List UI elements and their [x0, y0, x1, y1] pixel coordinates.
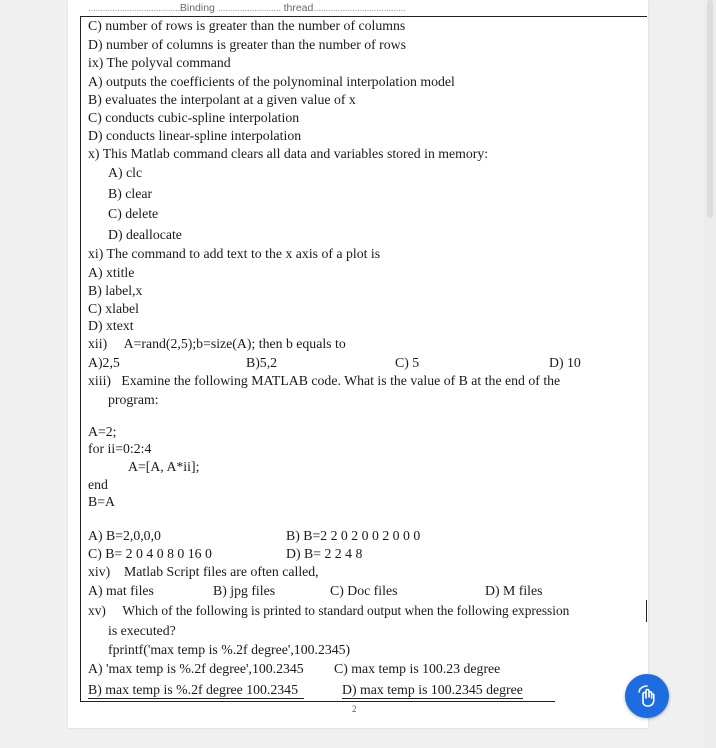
frame-right-border — [646, 600, 647, 622]
scrollbar-thumb[interactable] — [707, 0, 713, 218]
frame-top-border — [80, 16, 647, 17]
q10-question: x) This Matlab command clears all data and variables stored in memory: — [88, 146, 489, 161]
q10-option-c: C) delete — [108, 206, 159, 221]
q12-option-a: A)2,5 — [88, 355, 120, 370]
q15-option-c: C) max temp is 100.23 degree — [334, 661, 501, 676]
q12-option-d: D) 10 — [549, 355, 581, 370]
q9-question: ix) The polyval command — [88, 55, 231, 70]
q13-option-c: C) B= 2 0 4 0 8 0 16 0 — [88, 546, 212, 561]
q11-question: xi) The command to add text to the x axis of a plot is — [88, 246, 381, 261]
q15-option-d: D) max temp is 100.2345 degree — [342, 682, 523, 697]
frame-left-border — [80, 16, 81, 702]
page-header — [88, 2, 636, 16]
q11-option-d: D) xtext — [88, 318, 134, 333]
document-page — [68, 0, 648, 728]
q12-option-c: C) 5 — [395, 355, 420, 370]
gesture-fab-button[interactable] — [625, 674, 669, 718]
q14-question: xiv) Matlab Script files are often called, — [88, 564, 319, 579]
header-binding-label: Binding — [179, 2, 215, 14]
q10-option-a: A) clc — [108, 165, 143, 180]
header-dots-left: ...................................... — [88, 2, 180, 14]
q14-option-c: C) Doc files — [330, 583, 398, 598]
code-line-4: end — [88, 477, 108, 492]
page-number: 2 — [352, 704, 357, 714]
q15-question-cont: is executed? — [108, 623, 176, 638]
hand-swipe-icon — [634, 683, 660, 709]
q10-option-b: B) clear — [108, 186, 153, 201]
q10-option-d: D) deallocate — [108, 227, 182, 242]
code-line-2: for ii=0:2:4 — [88, 441, 152, 456]
q8-option-d: D) number of columns is greater than the number of rows — [88, 37, 407, 52]
code-line-5: B=A — [88, 494, 115, 509]
q13-option-b: B) B=2 2 0 2 0 0 2 0 0 0 — [286, 528, 421, 543]
q15-question: xv) Which of the following is printed to standard output when the following expression — [88, 603, 570, 618]
q9-option-d: D) conducts linear-spline interpolation — [88, 128, 302, 143]
q12-option-b: B)5,2 — [246, 355, 278, 370]
q14-option-a: A) mat files — [88, 583, 154, 598]
q12-question: xii) A=rand(2,5);b=size(A); then b equals to — [88, 336, 346, 351]
q15-option-a: A) 'max temp is %.2f degree',100.2345 — [88, 661, 304, 676]
header-dots-right: ...................................... — [313, 2, 406, 14]
q9-option-a: A) outputs the coefficients of the polynominal interpolation model — [88, 74, 455, 89]
q11-option-b: B) label,x — [88, 283, 143, 298]
q14-option-d: D) M files — [485, 583, 543, 598]
q13-question-cont: program: — [108, 392, 159, 407]
q13-question: xiii) Examine the following MATLAB code. What is the value of B at the end of the — [88, 373, 561, 388]
q15-expression: fprintf('max temp is %.2f degree',100.2345) — [108, 642, 351, 657]
q8-option-c: C) number of rows is greater than the number of columns — [88, 18, 406, 33]
q9-option-c: C) conducts cubic-spline interpolation — [88, 110, 300, 125]
q11-option-a: A) xtitle — [88, 265, 135, 280]
scrollbar[interactable] — [704, 0, 716, 748]
code-line-3: A=[A, A*ii]; — [128, 459, 200, 474]
q9-option-b: B) evaluates the interpolant at a given value of x — [88, 92, 356, 107]
q14-option-b: B) jpg files — [213, 583, 276, 598]
header-thread-label: thread — [283, 2, 314, 14]
code-line-1: A=2; — [88, 424, 117, 439]
q13-option-a: A) B=2,0,0,0 — [88, 528, 161, 543]
q11-option-c: C) xlabel — [88, 301, 139, 316]
q15-option-b: B) max temp is %.2f degree 100.2345 — [88, 682, 304, 699]
header-dots-mid: .......................... — [217, 2, 281, 14]
frame-bottom-border — [80, 701, 555, 702]
q13-option-d: D) B= 2 2 4 8 — [286, 546, 363, 561]
